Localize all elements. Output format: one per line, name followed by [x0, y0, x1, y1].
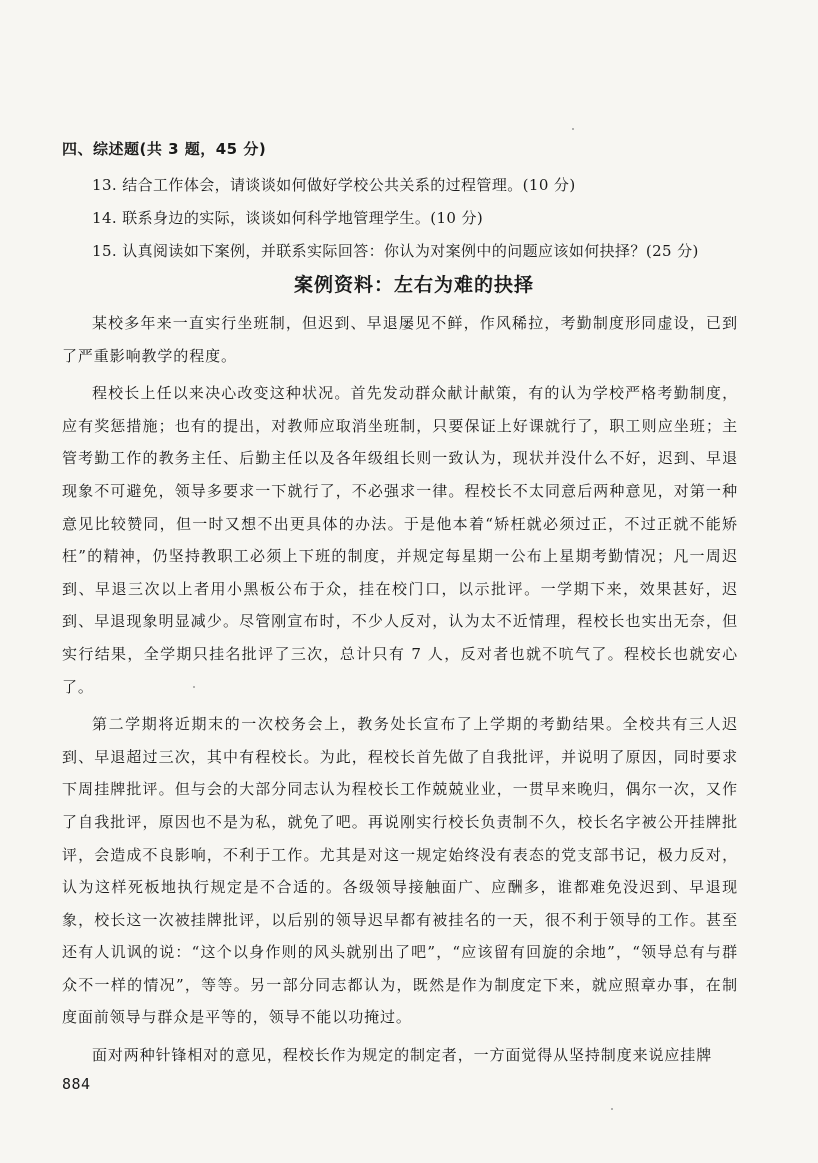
case-title: 案例资料：左右为难的抉择 — [293, 274, 534, 296]
scan-speck — [611, 1108, 613, 1110]
question-14: 14. 联系身边的实际，谈谈如何科学地管理学生。(10 分) — [92, 209, 484, 227]
case-paragraph-1: 某校多年来一直实行坐班制，但迟到、早退屡见不鲜，作风稀拉，考勤制度形同虚设，已到了严重影响教学的程度。 — [62, 314, 738, 365]
section-heading: 四、综述题(共 3 题，45 分) — [62, 140, 267, 158]
case-paragraph-2: 程校长上任以来决心改变这种状况。首先发动群众献计献策，有的认为学校严格考勤制度，应有奖惩措施；也有的提出，对教师应取消坐班制，只要保证上好课就行了，职工则应坐班；主管考勤工作的教务主任、后勤主任以及各年级组长则一致认为，现状并没什么不好，迟到、早退现象不可避免，领导多要求一下就行了，不必强求一律。程校长不太同意后两种意见，对第一种意见比较赞同，但一时又想不出更具体的办法。于是他本着“矫枉就必须过正，不过正就不能矫枉”的精神，仍坚持教职工必须上下班的制度，并规定每星期一公布上星期考勤情况；凡一周迟到、早退三次以上者用小黑板公布于众，挂在校门口，以示批评。一学期下来，效果甚好，迟到、早退现象明显减少。尽管刚宣布时，不少人反对，认为太不近情理，程校长也实出无奈，但实行结果，全学期只挂名批评了三次，总计只有 7 人，反对者也就不吭气了。程校长也就安心了。 — [62, 384, 738, 696]
scan-speck — [193, 686, 195, 688]
question-15: 15. 认真阅读如下案例，并联系实际回答：你认为对案例中的问题应该如何抉择？(25 分) — [92, 242, 699, 260]
question-13: 13. 结合工作体会，请谈谈如何做好学校公共关系的过程管理。(10 分) — [92, 176, 576, 194]
scan-speck — [572, 128, 574, 130]
case-paragraph-3: 第二学期将近期末的一次校务会上，教务处长宣布了上学期的考勤结果。全校共有三人迟到、早退超过三次，其中有程校长。为此，程校长首先做了自我批评，并说明了原因，同时要求下周挂牌批评。但与会的大部分同志认为程校长工作兢兢业业，一贯早来晚归，偶尔一次，又作了自我批评，原因也不是为私，就免了吧。再说刚实行校长负责制不久，校长名字被公开挂牌批评，会造成不良影响，不利于工作。尤其是对这一规定始终没有表态的党支部书记，极力反对，认为这样死板地执行规定是不合适的。各级领导接触面广、应酬多，谁都难免没迟到、早退现象，校长这一次被挂牌批评，以后别的领导迟早都有被挂名的一天，很不利于领导的工作。甚至还有人讥讽的说：“这个以身作则的风头就别出了吧”，“应该留有回旋的余地”，“领导总有与群众不一样的情况”，等等。另一部分同志都认为，既然是作为制度定下来，就应照章办事，在制度面前领导与群众是平等的，领导不能以功掩过。 — [62, 715, 738, 1027]
case-body — [62, 307, 738, 1077]
page-number: 884 — [62, 1075, 91, 1093]
case-paragraph-4: 面对两种针锋相对的意见，程校长作为规定的制定者，一方面觉得从坚持制度来说应挂牌 — [92, 1046, 713, 1065]
